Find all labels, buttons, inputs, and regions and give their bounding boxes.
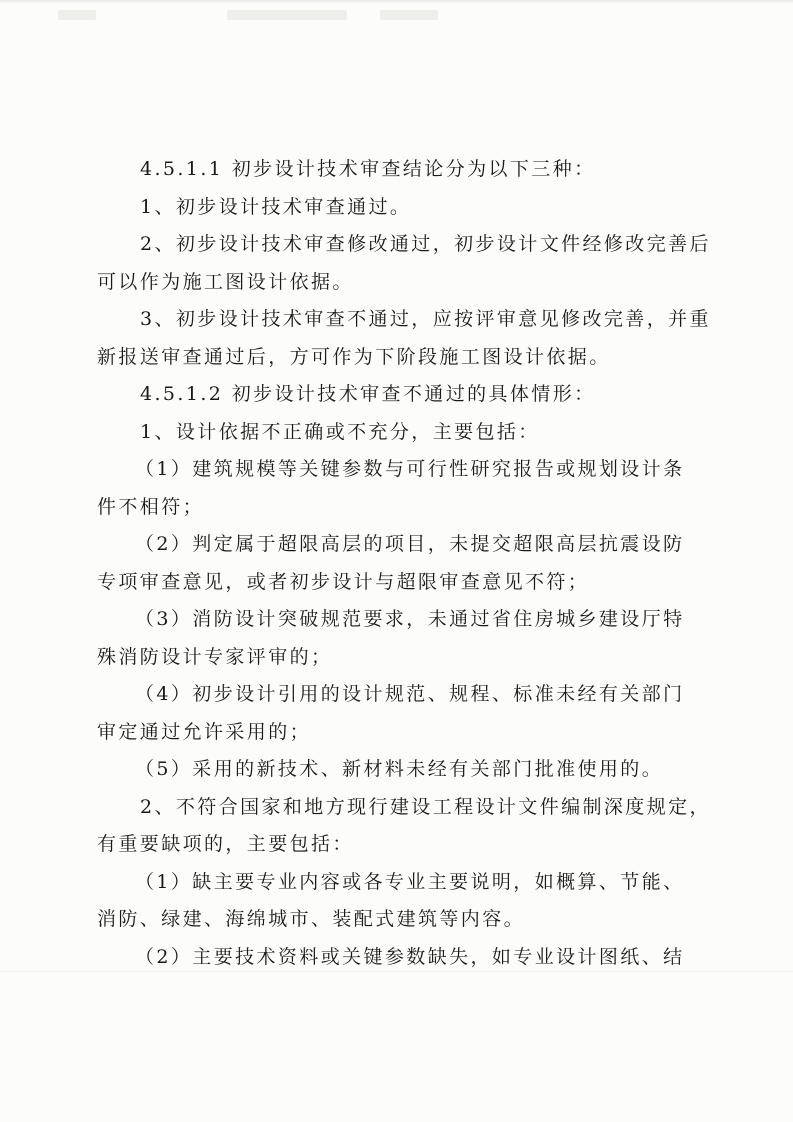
- failure-case-1-sub-4-cont: 审定通过允许采用的；: [97, 720, 312, 743]
- conclusion-item-3-cont: 新报送审查通过后，方可作为下阶段施工图设计依据。: [97, 345, 611, 368]
- scan-mark: [227, 10, 347, 20]
- scan-mark: [380, 10, 438, 20]
- section-4-5-1-2-heading: 4.5.1.2 初步设计技术审查不通过的具体情形：: [140, 383, 596, 405]
- body-text: [97, 151, 713, 976]
- failure-case-1-sub-1: （1）建筑规模等关键参数与可行性研究报告或规划设计条: [135, 458, 685, 480]
- conclusion-item-1: 1、初步设计技术审查通过。: [140, 195, 412, 218]
- failure-case-2: 2、不符合国家和地方现行建设工程设计文件编制深度规定，: [140, 795, 711, 818]
- failure-case-2-sub-2: （2）主要技术资料或关键参数缺失，如专业设计图纸、结: [135, 945, 685, 968]
- conclusion-item-3: 3、初步设计技术审查不通过，应按评审意见修改完善，并重: [140, 308, 711, 330]
- conclusion-item-2-cont: 可以作为施工图设计依据。: [97, 270, 354, 293]
- failure-case-2-cont: 有重要缺项的，主要包括：: [97, 833, 354, 855]
- failure-case-2-sub-1: （1）缺主要专业内容或各专业主要说明，如概算、节能、: [135, 870, 685, 893]
- section-4-5-1-1-heading: 4.5.1.1 初步设计技术审查结论分为以下三种：: [140, 158, 596, 180]
- failure-case-1-sub-1-cont: 件不相符；: [97, 495, 205, 518]
- failure-case-1-sub-4: （4）初步设计引用的设计规范、规程、标准未经有关部门: [135, 683, 685, 705]
- failure-case-2-sub-1-cont: 消防、绿建、海绵城市、装配式建筑等内容。: [97, 908, 526, 930]
- failure-case-1: 1、设计依据不正确或不充分，主要包括：: [140, 420, 540, 443]
- failure-case-1-sub-3-cont: 殊消防设计专家评审的；: [97, 645, 333, 668]
- failure-case-1-sub-2: （2）判定属于超限高层的项目，未提交超限高层抗震设防: [135, 533, 685, 555]
- scan-edge: [0, 0, 793, 4]
- failure-case-1-sub-3: （3）消防设计突破规范要求，未通过省住房城乡建设厅特: [135, 608, 685, 630]
- scan-mark: [58, 10, 96, 20]
- conclusion-item-2: 2、初步设计技术审查修改通过，初步设计文件经修改完善后: [140, 233, 711, 255]
- failure-case-1-sub-2-cont: 专项审查意见，或者初步设计与超限审查意见不符；: [97, 570, 590, 593]
- failure-case-1-sub-5: （5）采用的新技术、新材料未经有关部门批准使用的。: [135, 758, 664, 780]
